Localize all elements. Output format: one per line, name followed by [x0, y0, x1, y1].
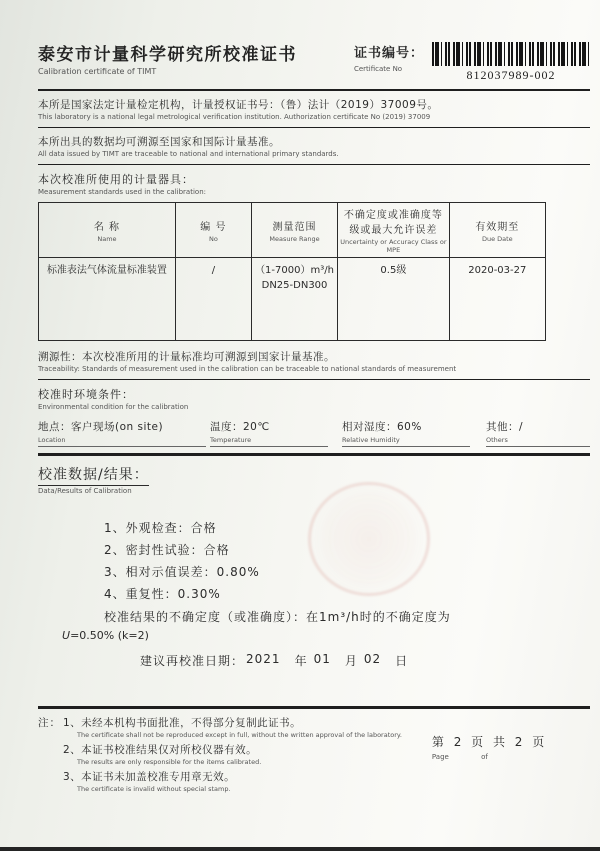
recalibration-date-line: [140, 652, 590, 669]
env-humidity: [342, 419, 470, 447]
traceability-text-en: Traceability: Standards of measurement used in the calibration can be traceable to national standards of measurement: [38, 365, 457, 374]
table-row: [39, 258, 546, 341]
recal-label: 建议再校准日期：: [140, 654, 245, 669]
title-block: [38, 40, 297, 76]
uncertainty-line1: 校准结果的不确定度（或准确度）：在1m³/h时的不确定度为: [104, 610, 451, 625]
certificate-number-labels: [354, 42, 424, 73]
divider: [38, 89, 590, 91]
cell-due: 2020-03-27: [449, 258, 545, 341]
divider: [38, 453, 590, 456]
cell-range-line2: DN25-DN300: [261, 280, 328, 292]
standards-table: [38, 202, 546, 341]
traceability-text-cn: 溯源性：本次校准所用的计量标准均可溯源到国家计量基准。: [38, 351, 335, 364]
standards-heading-en: Measurement standards used in the calibration:: [38, 188, 206, 196]
env-temperature: [210, 419, 328, 447]
recal-day: 02: [363, 652, 382, 667]
cell-no: /: [175, 258, 251, 341]
environment-heading-cn: 校准时环境条件：: [38, 388, 134, 402]
environment-heading: [38, 386, 590, 411]
notes-label: 注：: [38, 717, 61, 729]
header: [38, 40, 590, 83]
certificate-number-value: 812037989-002: [466, 68, 556, 82]
authorization-text-cn: 本所是国家法定计量检定机构，计量授权证书号：（鲁）法计（2019）37009号。: [38, 99, 439, 111]
result-item: 1、外观检查：合格: [104, 521, 217, 536]
page-number-en: [432, 753, 547, 761]
col-header-uncertainty: [338, 203, 450, 258]
col-header-name: [39, 203, 176, 258]
note-text-cn: 3、本证书未加盖校准专用章无效。: [63, 771, 236, 783]
certificate-number-label: 证书编号：: [353, 46, 424, 61]
col-header-due-en: Due Date: [481, 234, 513, 243]
results-heading-cn: 校准数据/结果：: [38, 464, 149, 486]
divider: [38, 127, 590, 128]
divider: [38, 164, 590, 165]
note-text-en: The certificate is invalid without special stamp.: [77, 785, 231, 793]
traceable-text-en: All data issued by TIMT are traceable to national and international primary standards.: [38, 150, 339, 158]
col-header-name-en: Name: [97, 234, 117, 243]
cell-accuracy: 0.5级: [338, 258, 450, 341]
recal-day-unit: 日: [395, 654, 409, 669]
recal-month-unit: 月: [344, 654, 358, 669]
env-humidity-en: Relative Humidity: [342, 436, 400, 445]
recal-month: 01: [313, 652, 331, 667]
col-header-uncertainty-cn: 不确定度或准确度等级或最大允许误差: [343, 210, 443, 236]
uncertainty-line2: [62, 629, 590, 642]
notes-list: [63, 715, 402, 796]
env-location: [38, 419, 206, 447]
result-item: 4、重复性：0.30%: [104, 586, 221, 601]
authorization-text-en: This laboratory is a national legal metrological verification institution. Authorization certificate No (2019) 37009: [38, 113, 431, 121]
standards-heading-cn: 本次校准所使用的计量器具：: [38, 173, 194, 186]
col-header-due-cn: 有效期至: [475, 221, 520, 233]
of-word: of: [481, 753, 488, 761]
certificate-number-block: [354, 42, 590, 83]
page-word: Page: [431, 753, 449, 761]
page-number-block: [432, 733, 547, 796]
results-heading: [38, 464, 590, 495]
page-title: 泰安市计量科学研究所校准证书: [38, 45, 297, 65]
note-text-en: The results are only responsible for the items calibrated.: [77, 758, 262, 766]
scan-edge: [0, 847, 600, 851]
environment-row: [38, 419, 590, 447]
env-location-value: 地点：客户现场(on site): [38, 421, 164, 434]
env-location-en: Location: [38, 436, 66, 445]
note-text-cn: 1、未经本机构书面批准，不得部分复制此证书。: [63, 717, 302, 729]
traceability-paragraph: [38, 349, 590, 373]
col-header-name-cn: 名 称: [93, 221, 121, 233]
note-item: [63, 769, 402, 793]
divider: [38, 379, 590, 380]
authorization-paragraph: [38, 97, 590, 121]
note-text-cn: 2、本证书校准结果仅对所校仪器有效。: [63, 744, 258, 756]
recal-year-unit: 年: [294, 654, 308, 669]
env-temperature-en: Temperature: [210, 436, 252, 445]
cell-range-line1: （1-7000）m³/h: [255, 265, 334, 277]
cell-name: 标准表法气体流量标准装置: [39, 258, 176, 341]
page-title-en: Calibration certificate of TIMT: [38, 67, 157, 76]
col-header-range-en: Measure Range: [269, 234, 320, 243]
result-item: 3、相对示值误差：0.80%: [104, 564, 260, 579]
barcode-icon: [432, 42, 590, 66]
uncertainty-value: =0.50% (k=2): [70, 629, 149, 643]
cell-range: [251, 258, 337, 341]
col-header-no-cn: 编 号: [200, 221, 227, 233]
env-temperature-value: 温度：20℃: [210, 421, 270, 434]
note-text-en: The certificate shall not be reproduced except in full, without the written approval of the laboratory.: [77, 731, 402, 739]
table-header-row: [39, 203, 546, 258]
recal-year: 2021: [246, 652, 281, 667]
env-humidity-value: 相对湿度：60%: [342, 421, 422, 434]
certificate-number-label-en: Certificate No: [353, 65, 403, 73]
note-item: [63, 742, 402, 766]
col-header-due: [449, 203, 545, 258]
note-item: [63, 715, 402, 739]
uncertainty-symbol: U: [62, 629, 71, 643]
env-others-value: 其他：/: [486, 421, 524, 434]
env-others: [486, 419, 590, 447]
divider: [38, 706, 590, 709]
result-item: 2、密封性试验：合格: [104, 543, 230, 558]
col-header-no-en: No: [208, 234, 218, 243]
env-others-en: Others: [486, 436, 508, 445]
col-header-range-cn: 测量范围: [272, 221, 317, 233]
traceable-paragraph: [38, 134, 590, 158]
results-heading-en: Data/Results of Calibration: [38, 487, 132, 496]
traceable-text-cn: 本所出具的数据均可溯源至国家和国际计量基准。: [38, 136, 280, 148]
col-header-no: [175, 203, 251, 258]
col-header-range: [251, 203, 337, 258]
col-header-uncertainty-en: Uncertainty or Accuracy Class or MPE: [340, 238, 447, 255]
red-stamp: [308, 482, 430, 596]
barcode-block: [432, 42, 590, 83]
page-number: 第 2 页 共 2 页: [431, 735, 548, 749]
standards-heading: [38, 171, 590, 196]
notes-section: [38, 706, 590, 796]
environment-heading-en: Environmental condition for the calibration: [38, 403, 189, 412]
